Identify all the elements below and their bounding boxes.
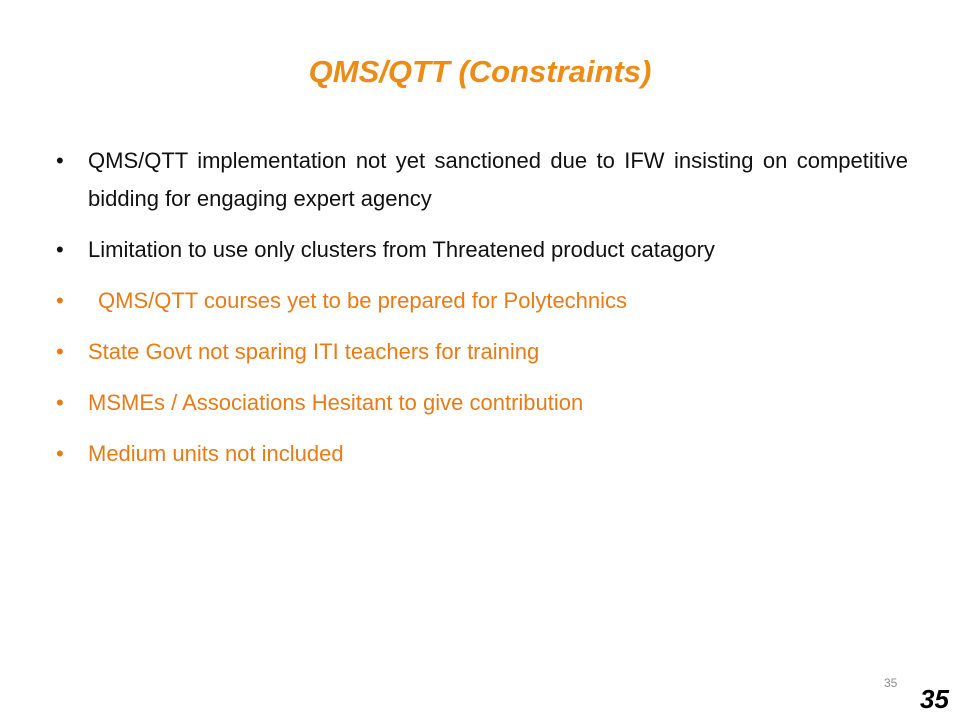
bullet-text: Limitation to use only clusters from Threatened product catagory (88, 237, 715, 262)
bullet-item (56, 282, 908, 320)
bullet-text: Medium units not included (88, 441, 344, 466)
bullet-dot-icon: • (56, 441, 64, 466)
bullet-dot-icon: • (56, 237, 64, 262)
bullet-item (56, 435, 908, 473)
bullet-item (56, 231, 908, 269)
bullet-dot-icon: • (56, 339, 64, 364)
bullet-dot-icon: • (56, 288, 64, 313)
bullet-list (56, 142, 908, 486)
bullet-text: QMS/QTT courses yet to be prepared for Polytechnics (98, 288, 628, 313)
slide-number-large: 35 (920, 684, 949, 714)
bullet-text: QMS/QTT implementation not yet sanctioned due to IFW insisting on competitive bidding for engaging expert agency (88, 148, 908, 211)
bullet-dot-icon: • (56, 390, 64, 415)
bullet-dot-icon: • (56, 148, 64, 173)
bullet-text: MSMEs / Associations Hesitant to give contribution (88, 390, 584, 415)
bullet-item (56, 333, 908, 371)
slide-number-small: 35 (884, 676, 898, 690)
bullet-item (56, 142, 908, 218)
slide-title: QMS/QTT (Constraints) (308, 54, 652, 89)
bullet-item (56, 384, 908, 422)
bullet-text: State Govt not sparing ITI teachers for training (88, 339, 540, 364)
